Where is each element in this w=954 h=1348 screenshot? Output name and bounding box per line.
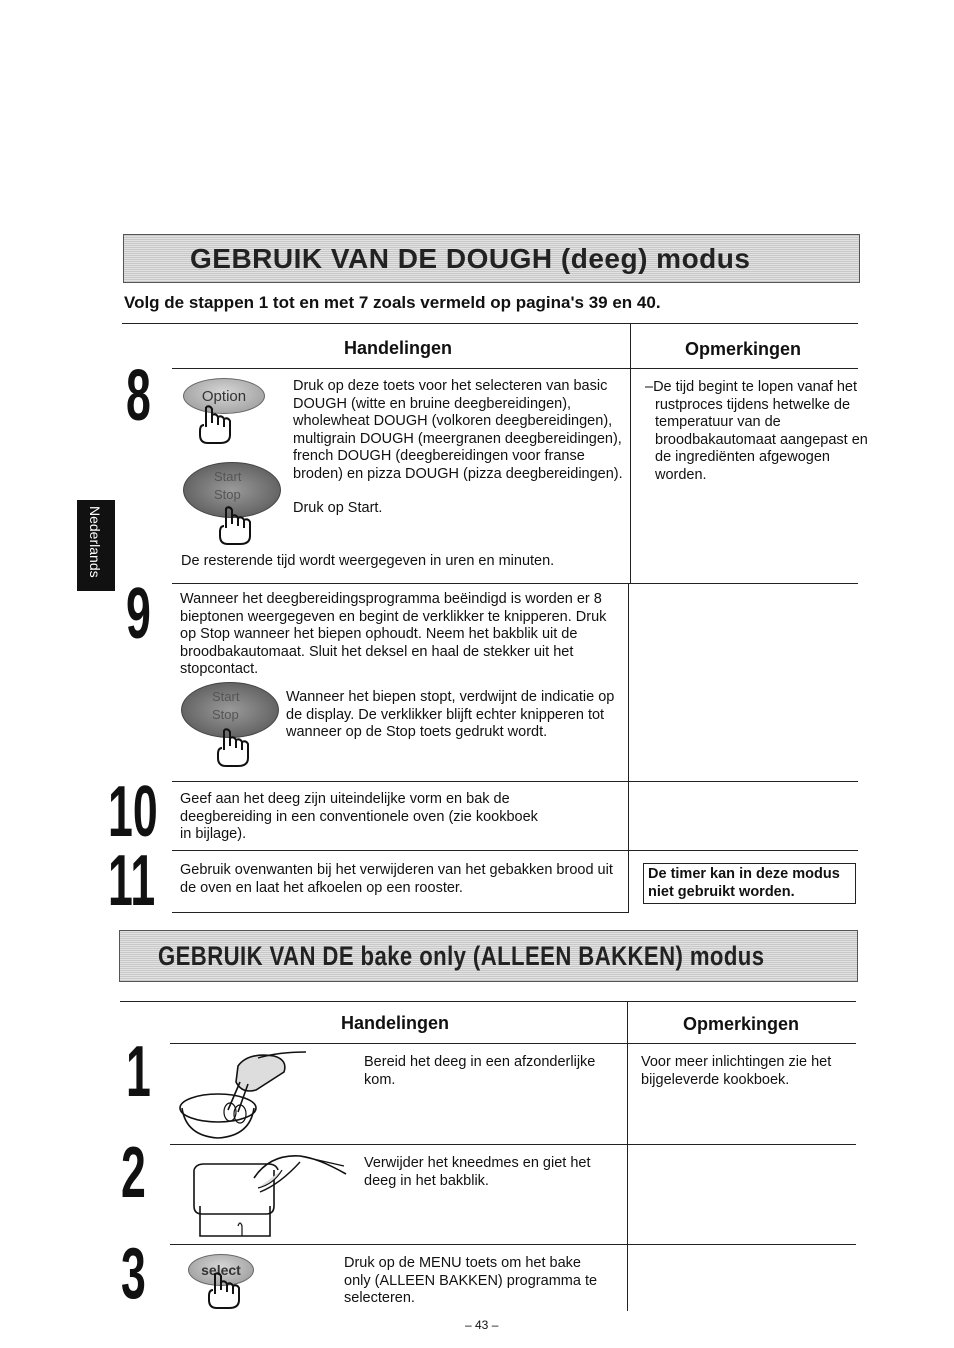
bake-step2-text: Verwijder het kneedmes en giet het deeg in het bakblik. bbox=[364, 1155, 591, 1189]
bake-step1-note: Voor meer inlichtingen zie het bijgeleverde kookboek. bbox=[641, 1054, 832, 1088]
timer-warning-note: De timer kan in deze modus niet gebruikt worden. bbox=[643, 863, 856, 904]
step-number-11: 11 bbox=[108, 841, 156, 921]
hand-pointer-icon bbox=[203, 1272, 249, 1312]
col-header-notes: Opmerkingen bbox=[685, 339, 802, 359]
bake-step1-text: Bereid het deeg in een afzonderlijke kom. bbox=[364, 1054, 596, 1088]
hand-pointer-icon bbox=[212, 728, 258, 770]
hand-pointer-icon bbox=[194, 405, 240, 447]
step11-text: Gebruik ovenwanten bij het verwijderen van het gebakken brood uit de oven en laat het afkoelen op een rooster. bbox=[180, 862, 613, 896]
step-number-8: 8 bbox=[126, 356, 151, 436]
step-number-2: 2 bbox=[121, 1133, 146, 1213]
option-button-label: Option bbox=[201, 387, 247, 405]
section2-title-banner bbox=[119, 930, 858, 982]
step-number-1: 1 bbox=[126, 1032, 151, 1112]
page-number: – 43 – bbox=[465, 1318, 499, 1332]
step9-text-main: Wanneer het deegbereidingsprogramma beëindigd is worden er 8 bieptonen weergegeven en begint de verklikker te knipperen. Druk op Stop wanneer het biepen ophoudt. Neem het bakblik uit de broodbakautomaat. Sluit het deksel en haal de stekker uit het stopcontact. bbox=[180, 591, 607, 677]
language-side-tab bbox=[77, 500, 115, 591]
bake-step3-text: Druk op de MENU toets om het bake only (ALLEEN BAKKEN) programma te selecteren. bbox=[344, 1255, 598, 1306]
mixer-bowl-illustration bbox=[178, 1046, 310, 1142]
step8-text-remaining: De resterende tijd wordt weergegeven in uren en minuten. bbox=[181, 553, 555, 569]
step10-text: Geef aan het deeg zijn uiteindelijke vorm en bak de deegbereiding in een conventionele oven (zie kookboek in bijlage). bbox=[180, 791, 538, 842]
step8-text-option: Druk op deze toets voor het selecteren van basic DOUGH (witte en bruine deegbereidingen), wholewheat DOUGH (volkoren deegbereidingen), multigrain DOUGH (meergranen deegbereidingen), french DOUGH (deegbereidingen voor franse broden) en pizza DOUGH (pizza deegbereidingen). bbox=[293, 378, 623, 482]
col-header-actions-2: Handelingen bbox=[341, 1013, 450, 1033]
section1-title: GEBRUIK VAN DE DOUGH (deeg) modus bbox=[190, 242, 751, 274]
section1-subtitle: Volg de stappen 1 tot en met 7 zoals vermeld op pagina's 39 en 40. bbox=[124, 293, 661, 312]
hand-pointer-icon bbox=[214, 506, 260, 548]
start-stop-button-labels bbox=[214, 468, 241, 504]
col-header-notes-2: Opmerkingen bbox=[683, 1014, 800, 1034]
start-label: Start bbox=[214, 469, 242, 484]
bread-pan-illustration bbox=[188, 1148, 354, 1240]
step-number-3: 3 bbox=[121, 1234, 146, 1314]
language-side-tab-label: Nederlands bbox=[87, 506, 103, 578]
step8-text-start: Druk op Start. bbox=[293, 500, 383, 516]
stop-label: Stop bbox=[214, 487, 241, 502]
step-number-10: 10 bbox=[108, 772, 158, 852]
select-button-label: select bbox=[201, 1262, 241, 1278]
section1-title-banner bbox=[123, 234, 860, 283]
step9-text-stop: Wanneer het biepen stopt, verdwijnt de indicatie op de display. De verklikker blijft echter knipperen tot wanneer op de Stop toets gedrukt wordt. bbox=[286, 689, 615, 740]
start-label: Start bbox=[212, 689, 240, 704]
step8-note: –De tijd begint te lopen vanaf het rustproces tijdens hetwelke de temperatuur van de broodbakautomaat aangepast en de ingrediënten afgewogen worden. bbox=[645, 379, 868, 483]
step-number-9: 9 bbox=[126, 574, 151, 654]
start-stop-button-labels bbox=[212, 688, 239, 724]
section2-title: GEBRUIK VAN DE bake only (ALLEEN BAKKEN) modus bbox=[158, 940, 765, 971]
col-header-actions: Handelingen bbox=[344, 338, 453, 358]
stop-label: Stop bbox=[212, 707, 239, 722]
